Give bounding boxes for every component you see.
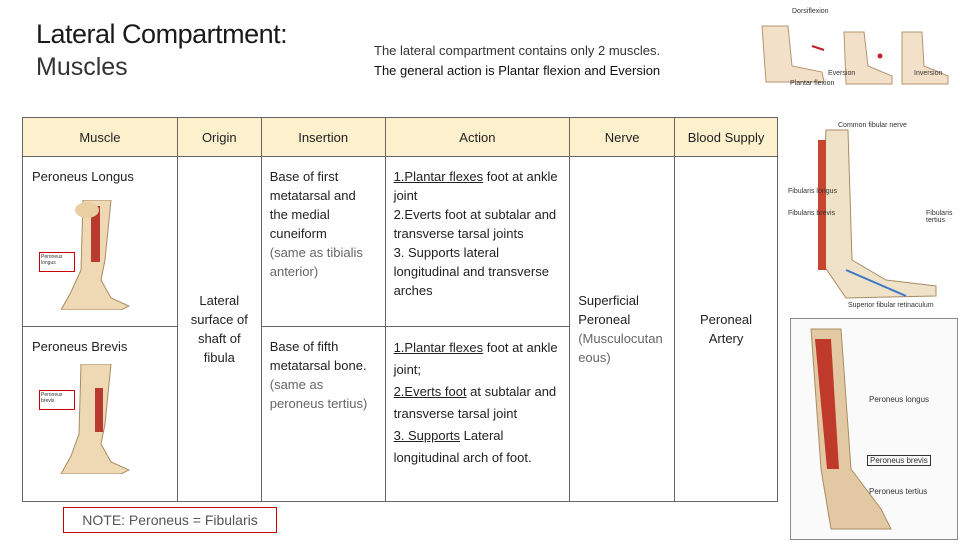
action-item-1: 1.Plantar flexes foot at ankle joint; <box>393 340 558 377</box>
insertion-main: Base of first metatarsal and the medial cuneiform <box>269 169 356 241</box>
muscle-cell <box>23 157 178 327</box>
label-eversion: Eversion <box>828 70 856 77</box>
title-main: Lateral Compartment <box>36 19 281 49</box>
muscle-name: Peroneus Brevis <box>32 339 128 354</box>
slide-title <box>36 18 287 84</box>
label-common-fibular-nerve: Common fibular nerve <box>838 122 907 129</box>
label-fibularis-longus: Fibularis longus <box>788 188 838 195</box>
origin-cell <box>177 157 261 502</box>
peroneus-longus-figure <box>41 200 131 310</box>
label-peroneus-brevis: Peroneus brevis <box>867 455 931 466</box>
header-origin: Origin <box>177 118 261 157</box>
subtitle-line-2: The general action is Plantar flexion and Eversion <box>374 63 661 78</box>
lateral-leg-figure <box>786 120 956 318</box>
peroneus-muscles-figure <box>790 318 958 540</box>
label-peroneus-tertius: Peroneus tertius <box>869 487 928 496</box>
foot-movements-figure <box>752 6 952 90</box>
note-box: NOTE: Peroneus = Fibularis <box>63 507 277 533</box>
origin-text: Lateral surface of shaft of fibula <box>190 293 248 365</box>
action-item-3: 3. Supports Lateral longitudinal arch of foot. <box>393 428 532 465</box>
insertion-cell <box>261 327 385 502</box>
insertion-main: Base of fifth metatarsal bone. <box>269 339 367 373</box>
action-item-2: 2.Everts foot at subtalar and transverse tarsal joint <box>393 384 557 421</box>
header-blood-supply: Blood Supply <box>675 118 778 157</box>
figure-label: Peroneus brevis <box>41 392 63 404</box>
insertion-note: (same as tibialis anterior) <box>269 245 363 279</box>
muscle-name: Peroneus Longus <box>32 169 134 184</box>
figure-label: Peroneus longus <box>41 254 63 266</box>
blood-cell <box>675 157 778 502</box>
header-muscle: Muscle <box>23 118 178 157</box>
header-insertion: Insertion <box>261 118 385 157</box>
nerve-cell <box>570 157 675 502</box>
muscle-table <box>22 117 778 502</box>
header-action: Action <box>385 118 570 157</box>
figure-label-box <box>39 252 75 272</box>
label-fibularis-brevis: Fibularis brevis <box>788 210 836 217</box>
label-plantar-flexion: Plantar flexion <box>790 80 835 87</box>
header-nerve: Nerve <box>570 118 675 157</box>
label-dorsiflexion: Dorsiflexion <box>792 8 829 15</box>
blood-text: Peroneal Artery <box>700 312 753 346</box>
label-fibularis-tertius: Fibularis tertius <box>926 210 953 224</box>
action-item-3: 3. Supports lateral longitudinal and transverse arches <box>393 245 549 298</box>
nerve-text: Superficial Peroneal <box>578 293 639 327</box>
label-superior-fibular-retinaculum: Superior fibular retinaculum <box>848 302 934 309</box>
insertion-note: (same as peroneus tertius) <box>269 377 368 411</box>
figure-label-box <box>39 390 75 410</box>
muscle-cell <box>23 327 178 502</box>
label-inversion: Inversion <box>914 70 943 77</box>
action-item-2: 2.Everts foot at subtalar and transverse tarsal joints <box>393 207 557 241</box>
header-row <box>23 118 778 157</box>
subtitle <box>374 41 660 81</box>
label-peroneus-longus: Peroneus longus <box>869 395 930 404</box>
action-cell <box>385 157 570 327</box>
action-item-1: 1.Plantar flexes foot at ankle joint <box>393 169 558 203</box>
nerve-paren: (Musculocutaneous) <box>578 331 663 365</box>
title-colon: : <box>280 19 288 49</box>
insertion-cell <box>261 157 385 327</box>
subtitle-line-1: The lateral compartment contains only 2 muscles. <box>374 43 661 58</box>
peroneus-brevis-figure <box>41 364 131 474</box>
title-sub: Muscles <box>36 53 128 81</box>
table-row <box>23 157 778 327</box>
action-cell <box>385 327 570 502</box>
